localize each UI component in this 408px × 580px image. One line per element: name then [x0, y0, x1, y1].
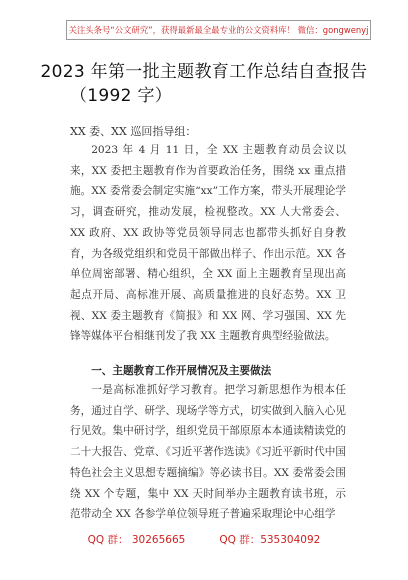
salutation: XX 委、XX 巡回指导组：: [70, 125, 197, 138]
footer-contact: [0, 532, 408, 547]
promo-banner: 关注头条号“公文研究”，获得最新最全最专业的公文资料库！ 微信：gongwenyj: [66, 20, 371, 40]
section-heading: 一、主题教育工作开展情况及主要做法: [91, 365, 272, 377]
body-paragraph: 2023 年 4 月 11 日，全 XX 主题教育动员会议以来，XX 委把主题教育作为首要政治任务，围绕 xx 重点措施。XX 委常委会制定实施“xx”工作方案，带头开展理论学习，调查研究，推动发展，检视整改。XX 人大常委会、XX 政府、XX 政协等党员领导同志也都带头抓好自身教育，为各级党组织和党员干部做出样子、作出示范。XX 各单位周密部署、精心组织，全 XX 面上主题教育呈现出高起点开局、高标准开展、高质量推进的良好态势。XX 卫视、XX 委主题教育《简报》和 XX 网、学习强国、XX 先锋等媒体平台相继刊发了我 XX 主题教育典型经验做法。: [70, 144, 346, 343]
footer-qq-group-1: QQ 群： 30265665: [87, 534, 186, 546]
document-title-wordcount: （1992 字）: [70, 86, 173, 106]
document-title: 2023 年第一批主题教育工作总结自查报告: [40, 62, 368, 82]
body-paragraph: 一是高标准抓好学习教育。把学习新思想作为根本任务，通过自学、研学、现场学等方式，切实做到入脑入心见行见效。集中研讨学，组织党员干部原原本本通读精读党的二十大报告、党章、《习近平著作选读》《习近平新时代中国特色社会主义思想专题摘编》等必读书目。XX 委常委会围绕 XX 个专题，集中 XX 天时间举办主题教育读书班，示范带动全 XX 各参学单位领导班子普遍采取理论中心组学: [70, 384, 346, 521]
footer-qq-group-2: QQ 群：535304092: [219, 534, 321, 546]
